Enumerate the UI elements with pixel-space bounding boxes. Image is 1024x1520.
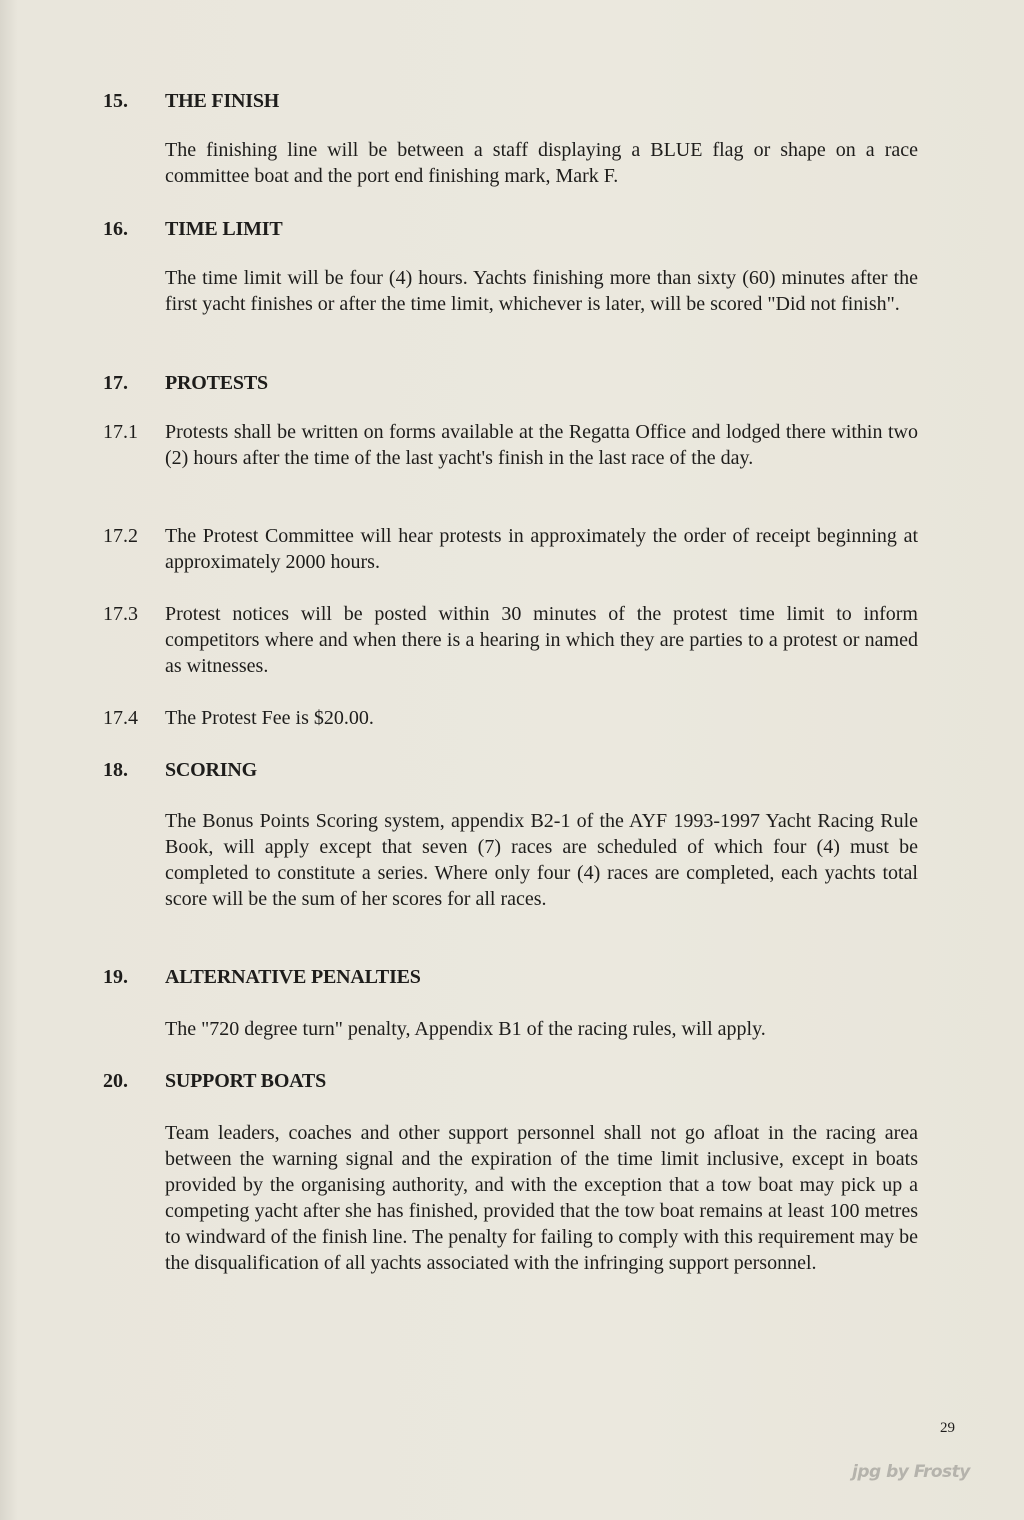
section-title: PROTESTS [165,372,268,394]
paragraph: The Bonus Points Scoring system, appendix B2-1 of the AYF 1993-1997 Yacht Racing Rule Book, will apply except that seven (7) races are scheduled of which four (4) must be completed to constitute a series. Where only four (4) races are completed, each yachts total score will be the sum of her scores for all races. [165,810,918,910]
paragraph: The finishing line will be between a staff displaying a BLUE flag or shape on a race committee boat and the port end finishing mark, Mark F. [165,139,918,187]
subsection-number: 17.2 [103,525,138,547]
section-title: TIME LIMIT [165,218,283,240]
section-number: 17. [103,372,128,394]
paragraph: Team leaders, coaches and other support personnel shall not go afloat in the racing area between the warning signal and the expiration of the time limit inclusive, except in boats provided by the organising authority, and with the exception that a tow boat may pick up a competing yacht after she has finished, provided that the tow boat remains at least 100 metres to windward of the finish line. The penalty for failing to comply with this requirement may be the disqualification of all yachts associated with the infringing support personnel. [165,1122,918,1274]
section-number: 20. [103,1070,128,1092]
paragraph: The Protest Fee is $20.00. [165,707,374,729]
subsection-number: 17.3 [103,603,138,625]
paragraph: The Protest Committee will hear protests in approximately the order of receipt beginning at approximately 2000 hours. [165,525,918,573]
section-title: SCORING [165,759,257,781]
paragraph: Protests shall be written on forms available at the Regatta Office and lodged there within two (2) hours after the time of the last yacht's finish in the last race of the day. [165,421,918,469]
section-title: THE FINISH [165,90,280,112]
subsection-number: 17.4 [103,707,138,729]
paragraph: The time limit will be four (4) hours. Yachts finishing more than sixty (60) minutes after the first yacht finishes or after the time limit, whichever is later, will be scored "Did not finish". [165,267,918,315]
section-number: 19. [103,966,128,988]
watermark: jpg by Frosty [852,1462,970,1482]
paragraph: Protest notices will be posted within 30 minutes of the protest time limit to inform competitors where and when there is a hearing in which they are parties to a protest or named as witnesses. [165,603,918,677]
subsection-number: 17.1 [103,421,138,443]
page-number: 29 [940,1420,955,1436]
section-number: 15. [103,90,128,112]
section-number: 18. [103,759,128,781]
section-title: ALTERNATIVE PENALTIES [165,966,421,988]
paragraph: The "720 degree turn" penalty, Appendix B1 of the racing rules, will apply. [165,1018,766,1040]
section-title: SUPPORT BOATS [165,1070,326,1092]
section-number: 16. [103,218,128,240]
